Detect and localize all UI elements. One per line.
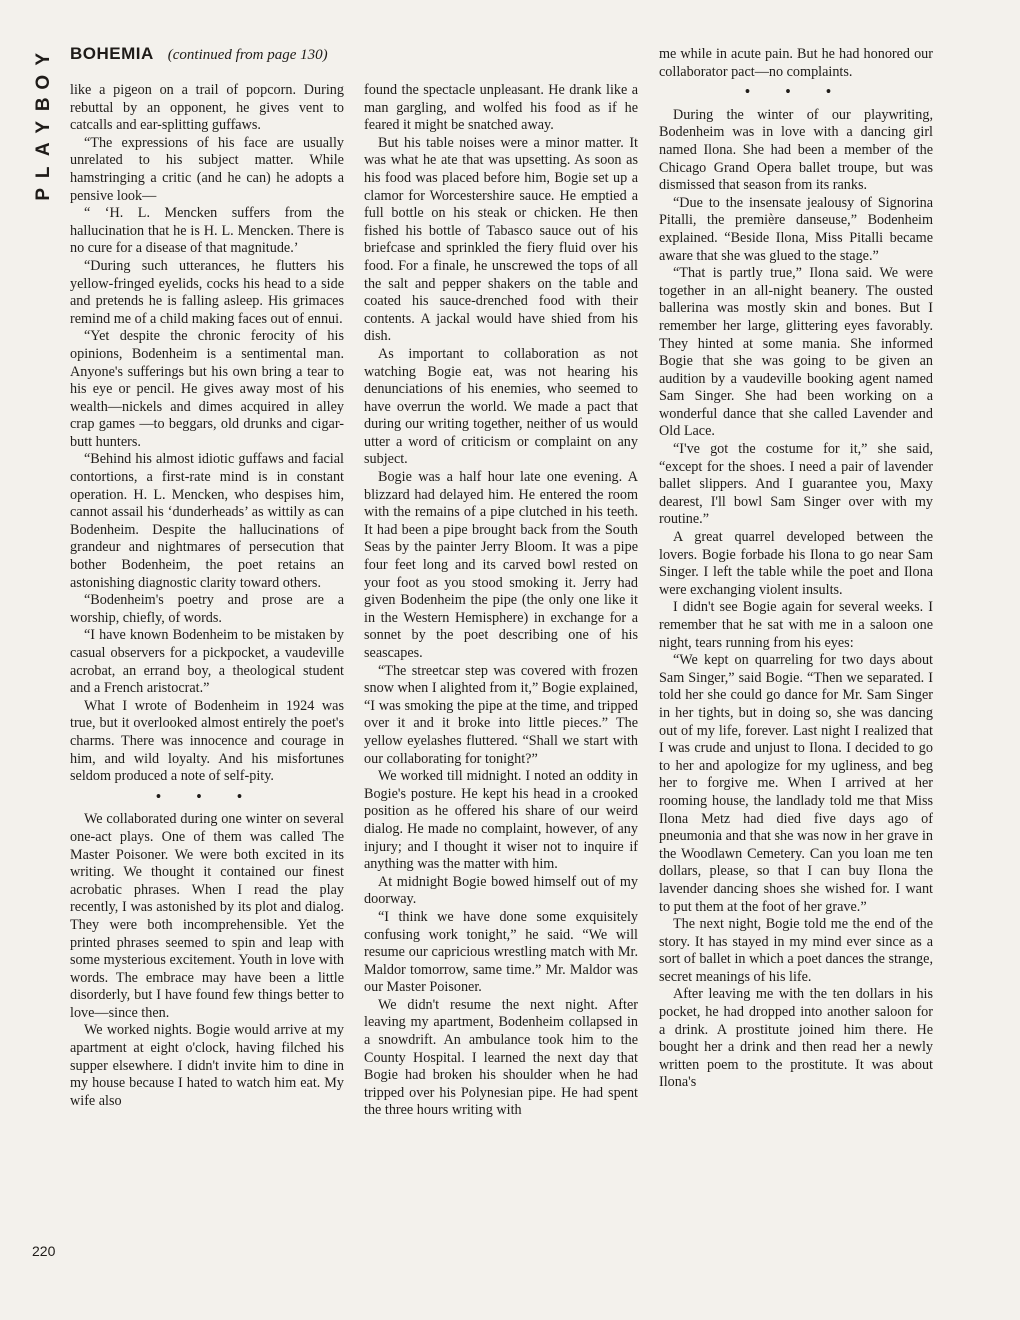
paragraph: “During such utterances, he flutters his yellow-fringed eyelids, cocks his head to a side and pretends he is falling asleep. His grimaces remind me of a child making faces out of ennui.	[70, 257, 344, 327]
page-number: 220	[32, 1243, 56, 1259]
paragraph: As important to collaboration as not watching Bogie eat, was not hearing his denunciations of his enemies, who seemed to have overrun the world. We made a pact that during our writing together, neither of us would utter a word of criticism or complaint on any subject.	[364, 345, 638, 468]
continued-note: (continued from page 130)	[167, 47, 328, 63]
paragraph: “The streetcar step was covered with frozen snow when I alighted from it,” Bogie explained, “I was smoking the pipe at the time, and tripped over it and it broke into little pieces.” The yellow eyelashes fluttered. “Shall we start with our collaborating for tonight?”	[364, 662, 638, 767]
logo-letter: P	[32, 187, 54, 201]
paragraph: “That is partly true,” Ilona said. We were together in an all-night beanery. The ousted ballerina was mostly skin and bones. But I remember her large, glittering eyes favorably. They hinted at some mania. She informed Bogie that she was going to be given an audition by a vaudeville booking agent named Sam Singer. She had been working on a wonderful dance that she called Lavender and Old Lace.	[659, 265, 933, 440]
paragraph: “I have known Bodenheim to be mistaken by casual observers for a pickpocket, a vaudeville acrobat, an errand boy, a theological student and a French aristocrat.”	[70, 627, 344, 697]
text-column-2	[364, 82, 638, 1120]
magazine-logo-vertical	[32, 48, 58, 206]
text-column-1	[70, 82, 344, 1110]
paragraph: “I've got the costume for it,” she said, “except for the shoes. I need a pair of lavender ballet slippers. And I guarantee you, Maxy dearest, I'll bowl Sam Singer over with my routine.”	[659, 441, 933, 528]
paragraph: Bogie was a half hour late one evening. A blizzard had delayed him. He entered the room with the remains of a pipe clutched in his teeth. It had been a pipe brought back from the South Seas by the painter Jerry Bloom. It was a pipe four feet long and its carved bowl rested on your foot as you stood smoking it. Jerry had given Bodenheim the pipe (the only one like it in the Western Hemisphere) in exchange for a sonnet by the poet describing one of his seascapes.	[364, 469, 638, 661]
logo-letter: Y	[32, 52, 54, 66]
section-separator: • • •	[745, 84, 847, 101]
logo-letter: Y	[32, 120, 54, 134]
paragraph: What I wrote of Bodenheim in 1924 was true, but it overlooked almost entirely the poet's charms. There was innocence and courage in him, and wild loyalty. And his misfortunes seldom produced a note of self-pity.	[70, 697, 344, 785]
paragraph: We worked nights. Bogie would arrive at my apartment at eight o'clock, having filched his supper elsewhere. I didn't invite him to dine in my house because I hated to watch him eat. My wife also	[70, 1022, 344, 1109]
paragraph: “I think we have done some exquisitely confusing work tonight,” he said. “We will resume our capricious wrestling match with Mr. Maldor tomorrow, same time.” Mr. Maldor was our Master Poisoner.	[364, 908, 638, 996]
paragraph: At midnight Bogie bowed himself out of my doorway.	[364, 873, 638, 908]
logo-letter: L	[32, 165, 54, 178]
paragraph: “Yet despite the chronic ferocity of his opinions, Bodenheim is a sentimental man. Anyone's sufferings but his own bring a tear to his eye or pencil. He gives away most of his wealth—nickels and dimes acquired in alley crap games —to beggars, old drunks and cigar-butt hunters.	[70, 328, 344, 450]
logo-letter: A	[32, 142, 54, 157]
paragraph: “We kept on quarreling for two days about Sam Singer,” said Bogie. “Then we separated. I told her she could go dance for Mr. Sam Singer in her tights, but in doing so, she was dancing out of my life, forever. Last night I realized that I was crude and unjust to Ilona. I decided to go to her and apologize for my ugliness, and beg her to forgive me. When I arrived at her rooming house, the landlady told me that Miss Ilona Metz had died five days ago of pneumonia and that she was now in her grave in the Woodlawn Cemetery. Can you loan me ten dollars, please, so that I can buy Ilona the lavender dancing shoes she wished for. I want to put them at the foot of her grave.”	[659, 652, 933, 915]
text-column-3	[659, 46, 933, 1092]
paragraph: During the winter of our playwriting, Bodenheim was in love with a dancing girl named Ilona. She had been a member of the Chicago Grand Opera ballet troupe, but was dismissed that season from its ranks.	[659, 106, 933, 194]
logo-letter: O	[32, 74, 54, 90]
section-name: BOHEMIA	[70, 44, 154, 63]
paragraph: The next night, Bogie told me the end of the story. It has stayed in my mind ever since as a sort of ballet in which a poet dances the strange, secret meanings of his life.	[659, 916, 933, 985]
paragraph: “The expressions of his face are usually unrelated to his subject matter. While hamstringing a critic (and he can) he adopts a pensive look—	[70, 134, 344, 204]
paragraph: “Behind his almost idiotic guffaws and facial contortions, a first-rate mind is in constant operation. H. L. Mencken, who despises him, cannot assail his ‘dunderheads’ as wittily as can Bodenheim. Despite the hallucinations of grandeur and nightmares of persecution that bother Bodenheim, the poet retains an astonishing diagnostic clarity toward others.	[70, 451, 344, 591]
paragraph: A great quarrel developed between the lovers. Bogie forbade his Ilona to go near Sam Singer. I left the table while the poet and Ilona were exchanging violent insults.	[659, 529, 933, 598]
paragraph: “Due to the insensate jealousy of Signorina Pitalli, the première danseuse,” Bodenheim explained. “Beside Ilona, Miss Pitalli became aware that she was glued to the stage.”	[659, 194, 933, 264]
section-separator: • • •	[156, 788, 258, 805]
paragraph: After leaving me with the ten dollars in his pocket, he had dropped into another saloon for a drink. A prostitute joined him there. He bought her a drink and then read her a newly written poem to the prostitute. It was about Ilona's	[659, 986, 933, 1091]
paragraph: me while in acute pain. But he had honored our collaborator pact—no complaints.	[659, 46, 933, 80]
paragraph: We worked till midnight. I noted an oddity in Bogie's posture. He kept his head in a crooked position as he offered his share of our weird dialog. He made no complaint, however, of any injury; and I thought it wiser not to inquire if anything was the matter with him.	[364, 768, 638, 873]
paragraph: We collaborated during one winter on several one-act plays. One of them was called The Master Poisoner. We were both excited in its writing. We thought it contained our finest acrobatic phrases. When I read the play recently, I was astonished by its plot and dialog. They were both incomprehensible. Yet the printed phrases seemed to spin and leap with some mysterious excitement. Youth in love with words. The embrace may have been a little disorderly, but I have found few things better to love—since then.	[70, 811, 344, 1021]
paragraph: “Bodenheim's poetry and prose are a worship, chiefly, of words.	[70, 592, 344, 626]
paragraph: I didn't see Bogie again for several weeks. I remember that he sat with me in a saloon one night, tears running from his eyes:	[659, 599, 933, 651]
paragraph: But his table noises were a minor matter. It was what he ate that was upsetting. As soon as his food was placed before him, Bogie set up a clamor for Worcestershire sauce. He emptied a full bottle on his steak or chicken. He then fished his bottle of Tabasco sauce out of his briefcase and sprinkled the fiery fluid over his food. For a finale, he unscrewed the tops of all the salt and pepper shakers on the table and coated his sauce-drenched food with their contents. A jackal would have shied from his dish.	[364, 134, 638, 345]
paragraph: We didn't resume the next night. After leaving my apartment, Bodenheim collapsed in a snowdrift. An ambulance took him to the County Hospital. I learned the next day that Bogie had broken his shoulder when he had tripped over his Polynesian pipe. He had spent the three hours writing with	[364, 996, 638, 1119]
section-header	[70, 44, 328, 66]
paragraph: like a pigeon on a trail of popcorn. During rebuttal by an opponent, he gives vent to catcalls and ear-splitting guffaws.	[70, 82, 344, 134]
paragraph: found the spectacle unpleasant. He drank like a man gargling, and wolfed his food as if he feared it might be snatched away.	[364, 82, 638, 134]
logo-letter: B	[32, 97, 54, 112]
paragraph: “ ‘H. L. Mencken suffers from the hallucination that he is H. L. Mencken. There is no cure for a disease of that magnitude.’	[70, 205, 344, 257]
